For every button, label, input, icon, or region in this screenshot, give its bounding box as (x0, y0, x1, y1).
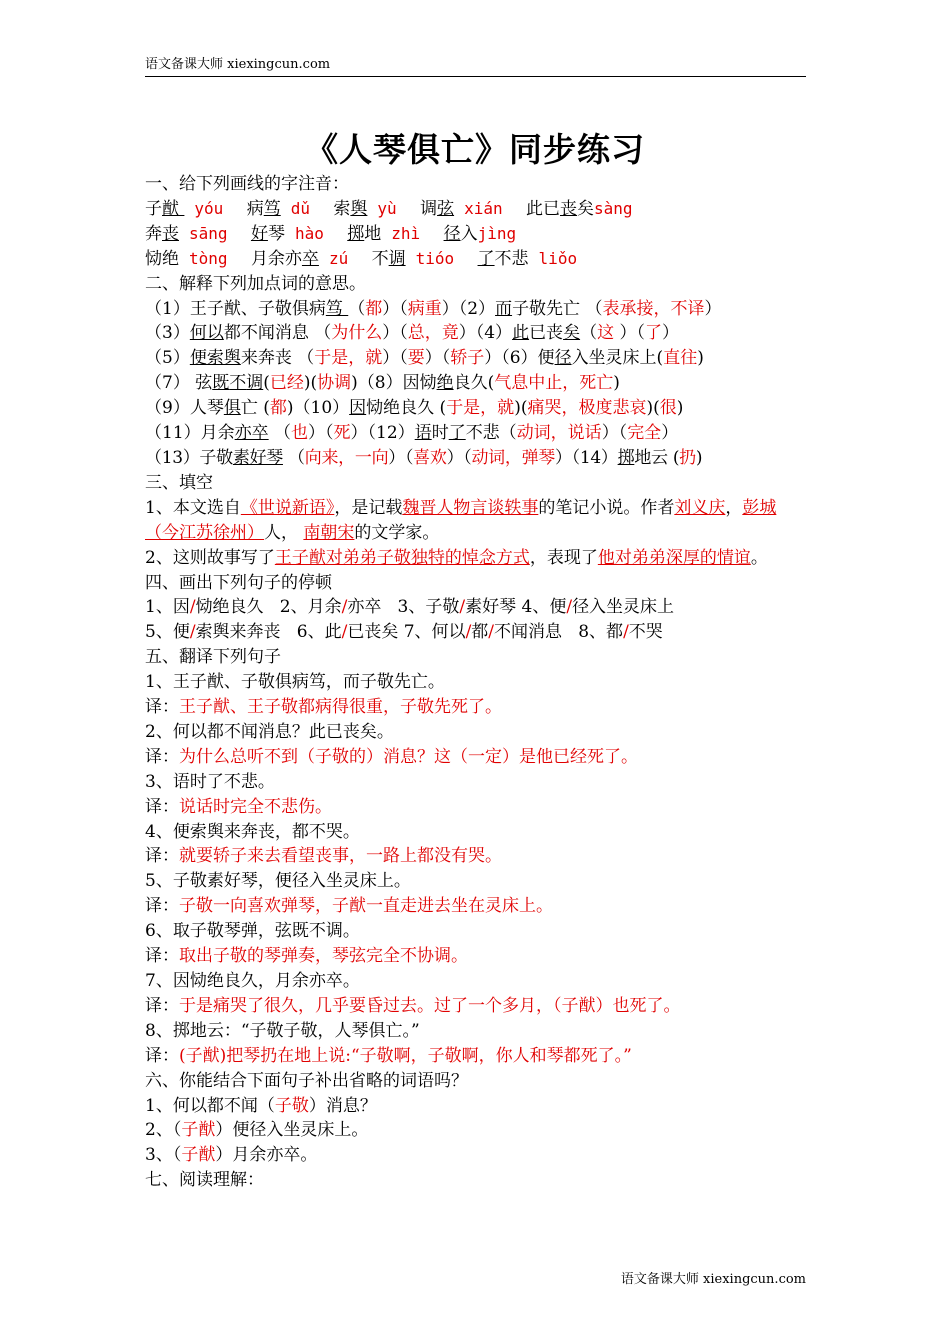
underlined-char: 好 (250, 223, 268, 244)
translate-question: 6、取子敬琴弹，弦既不调。 (145, 921, 360, 942)
translate-answer: 译：为什么总听不到（子敬的）消息？这（一定）是他已经死了。 (145, 746, 638, 767)
word-text: 恸绝 (145, 248, 179, 269)
document-title: 《人琴俱亡》同步练习 (305, 130, 645, 169)
word-text: 入 (460, 223, 478, 244)
explain-line: （11）月余亦卒 （也）（死）（12）语时了不悲（动词，说话）（完全） (145, 423, 679, 444)
underlined-char: 调 (388, 248, 406, 269)
pinyin-answer: zú (328, 248, 349, 268)
translate-answer: 译：就要轿子来去看望丧事，一路上都没有哭。 (145, 846, 502, 867)
footer-text: 语文备课大师 xiexingcun.com (620, 1272, 806, 1287)
translate-question: 5、子敬素好琴，便径入坐灵床上。 (145, 871, 411, 892)
page-header (145, 56, 806, 77)
section-1-heading: 一、给下列画线的字注音： (145, 174, 349, 194)
pinyin-answer: liǒo (538, 248, 578, 268)
translate-question: 4、便索舆来奔丧，都不哭。 (145, 821, 360, 842)
underlined-char: 丧 (162, 223, 179, 244)
underlined-char: 弦 (437, 198, 455, 219)
omission-item: 2、（子猷）便径入坐灵床上。 (145, 1120, 369, 1141)
fill-blank-1: 1、本文选自《世说新语》，是记载魏晋人物言谈轶事的笔记小说。作者刘义庆，彭城（今江苏徐州）人， 南朝宋的文学家。 (145, 497, 777, 543)
word-text: 子 (145, 198, 162, 219)
explain-line: （3）何以都不闻消息 （为什么）（总，竟）（4）此已丧矣（这 ）（了） (145, 323, 679, 344)
header-text: 语文备课大师 xiexingcun.com (145, 57, 331, 72)
word-text: 病 (246, 198, 264, 219)
explain-line: （9）人琴俱亡 (都)（10）因恸绝良久 (于是，就)(痛哭，极度悲哀)(很) (145, 398, 684, 419)
pinyin-row (145, 247, 810, 272)
translate-answer: 译：王子猷、王子敬都病得很重，子敬先死了。 (145, 697, 502, 718)
underlined-char: 径 (443, 223, 461, 244)
page-footer (621, 1268, 806, 1287)
omission-item: 3、（子猷）月余亦卒。 (145, 1145, 318, 1166)
explain-line: （5）便索舆来奔丧 （于是，就）（要）（轿子）（6）便径入坐灵床上(直往) (145, 348, 704, 369)
section-4-heading: 四、画出下列句子的停顿 (145, 572, 332, 593)
omission-item: 1、何以都不闻（子敬）消息？ (145, 1095, 377, 1116)
pinyin-answer: yù (377, 198, 397, 218)
section-7-heading: 七、阅读理解： (145, 1170, 264, 1191)
section-3-heading: 三、填空 (145, 472, 213, 493)
word-text: 矣 (577, 198, 594, 219)
explain-line: （7） 弦既不调(已经)(协调)（8）因恸绝良久(气息中止，死亡) (145, 373, 620, 394)
pinyin-answer: tòng (189, 248, 228, 268)
pinyin-answer: sàng (594, 198, 633, 218)
document-body (145, 172, 810, 1193)
pinyin-row (145, 222, 810, 247)
translate-question: 2、何以都不闻消息？此已丧矣。 (145, 721, 394, 742)
translate-answer: 译：于是痛哭了很久，几乎要昏过去。过了一个多月，（子猷）也死了。 (145, 995, 681, 1016)
translate-answer: 译：取出子敬的琴弹奏，琴弦完全不协调。 (145, 946, 468, 967)
word-text: 不 (371, 248, 389, 269)
pinyin-answer: yóu (194, 198, 224, 218)
word-text: 琴 (267, 223, 285, 244)
explain-line: （13）子敬素好琴 （向来，一向）（喜欢）（动词，弹琴）（14）掷地云 (扔) (145, 447, 703, 468)
section-5-heading: 五、翻译下列句子 (145, 647, 281, 668)
pinyin-answer: jìng (477, 223, 517, 243)
pinyin-answer: tióo (415, 248, 455, 268)
translate-question: 3、语时了不悲。 (145, 771, 275, 792)
word-text: 月余亦 (250, 248, 302, 269)
pinyin-answer: zhì (391, 223, 421, 243)
underlined-char: 舆 (350, 198, 368, 219)
translate-question: 1、王子猷、子敬俱病笃，而子敬先亡。 (145, 672, 445, 693)
pinyin-answer: dǔ (290, 198, 310, 218)
word-text: 奔 (145, 223, 162, 244)
pinyin-answer: xián (464, 198, 503, 218)
underlined-char: 掷 (347, 223, 365, 244)
underlined-char: 卒 (301, 248, 319, 269)
underlined-char: 了 (477, 248, 495, 269)
underlined-char: 猷 (162, 198, 185, 219)
fill-blank-2: 2、这则故事写了王子猷对弟弟子敬独特的悼念方式，表现了他对弟弟深厚的情谊。 (145, 547, 768, 568)
word-text: 不悲 (494, 248, 529, 269)
word-text: 此已 (526, 198, 560, 219)
underlined-char: 丧 (560, 198, 577, 219)
pinyin-answer: hào (294, 223, 324, 243)
pinyin-row (145, 197, 810, 222)
pause-line: 1、因/恸绝良久 2、月余/亦卒 3、子敬/素好琴 4、便/径入坐灵床上 (145, 597, 675, 618)
word-text: 地 (364, 223, 382, 244)
pause-line: 5、便/索舆来奔丧 6、此/已丧矣 7、何以/都/不闻消息 8、都/不哭 (145, 622, 663, 643)
explain-line: （1）王子猷、子敬俱病笃 （都）（病重）（2）而子敬先亡 （表承接，不译） (145, 298, 722, 319)
translate-answer: 译：子敬一向喜欢弹琴，子猷一直走进去坐在灵床上。 (145, 896, 553, 917)
underlined-char: 笃 (263, 198, 281, 219)
section-2-heading: 二、解释下列加点词的意思。 (145, 273, 366, 294)
translate-question: 7、因恸绝良久，月余亦卒。 (145, 971, 360, 991)
translate-question: 8、掷地云：“子敬子敬，人琴俱亡。” (145, 1020, 420, 1041)
word-text: 索 (333, 198, 351, 219)
translate-answer: 译：说话时完全不悲伤。 (145, 796, 332, 817)
translate-answer: 译：(子猷)把琴扔在地上说:“子敬啊，子敬啊，你人和琴都死了。” (145, 1045, 632, 1066)
word-text: 调 (420, 198, 438, 219)
pinyin-answer: sāng (189, 223, 228, 243)
section-6-heading: 六、你能结合下面句子补出省略的词语吗？ (145, 1070, 468, 1091)
